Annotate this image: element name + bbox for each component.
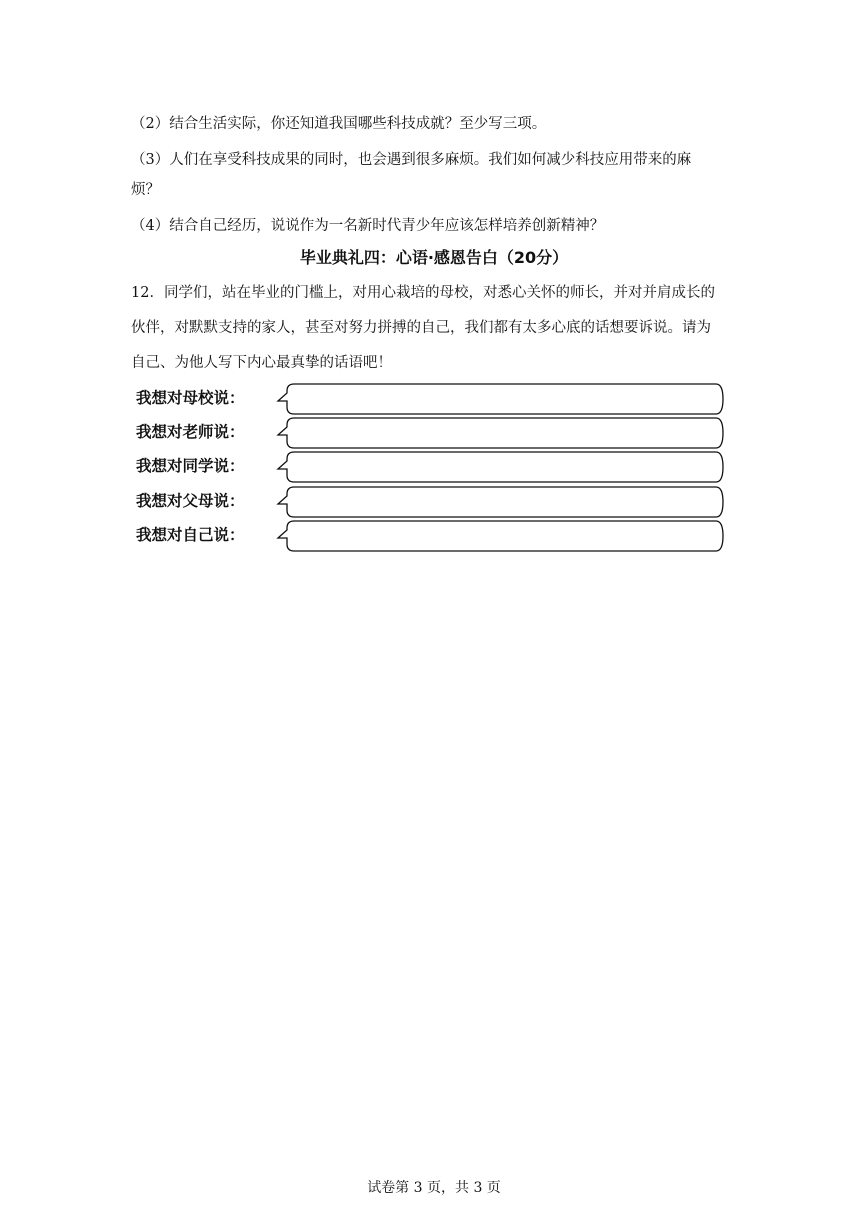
page-footer: 试卷第 3 页，共 3 页 <box>367 1180 501 1196</box>
question-2-text: （2）结合生活实际，你还知道我国哪些科技成就？至少写三项。 <box>131 116 547 132</box>
message-row-classmates <box>136 449 736 485</box>
question-12-text-line-2: 伙伴，对默默支持的家人，甚至对努力拼搏的自己，我们都有太多心底的话想要诉说。请为 <box>131 320 711 336</box>
speech-bubble-classmates[interactable] <box>276 449 726 485</box>
section-title: 毕业典礼四：心语·感恩告白（20分） <box>299 248 569 267</box>
message-label-parents: 我想对父母说： <box>136 492 245 510</box>
question-12-text-line-1: 12．同学们，站在毕业的门槛上，对用心栽培的母校，对悉心关怀的师长，并对并肩成长的 <box>131 285 715 301</box>
message-row-self <box>136 518 736 554</box>
message-label-classmates: 我想对同学说： <box>136 457 245 475</box>
message-label-school: 我想对母校说： <box>136 389 245 407</box>
speech-bubble-school[interactable] <box>276 381 726 417</box>
question-4-text: （4）结合自己经历，说说作为一名新时代青少年应该怎样培养创新精神？ <box>131 218 605 234</box>
message-label-self: 我想对自己说： <box>136 526 245 544</box>
speech-bubble-teacher[interactable] <box>276 415 726 451</box>
question-3-text-line-1: （3）人们在享受科技成果的同时，也会遇到很多麻烦。我们如何减少科技应用带来的麻 <box>131 152 692 168</box>
message-row-school <box>136 381 736 417</box>
message-row-parents <box>136 484 736 520</box>
speech-bubble-self[interactable] <box>276 518 726 554</box>
message-label-teacher: 我想对老师说： <box>136 423 245 441</box>
question-3-text-line-2: 烦？ <box>131 182 160 198</box>
speech-bubble-parents[interactable] <box>276 484 726 520</box>
message-row-teacher <box>136 415 736 451</box>
question-12-text-line-3: 自己、为他人写下内心最真挚的话语吧！ <box>131 355 392 371</box>
